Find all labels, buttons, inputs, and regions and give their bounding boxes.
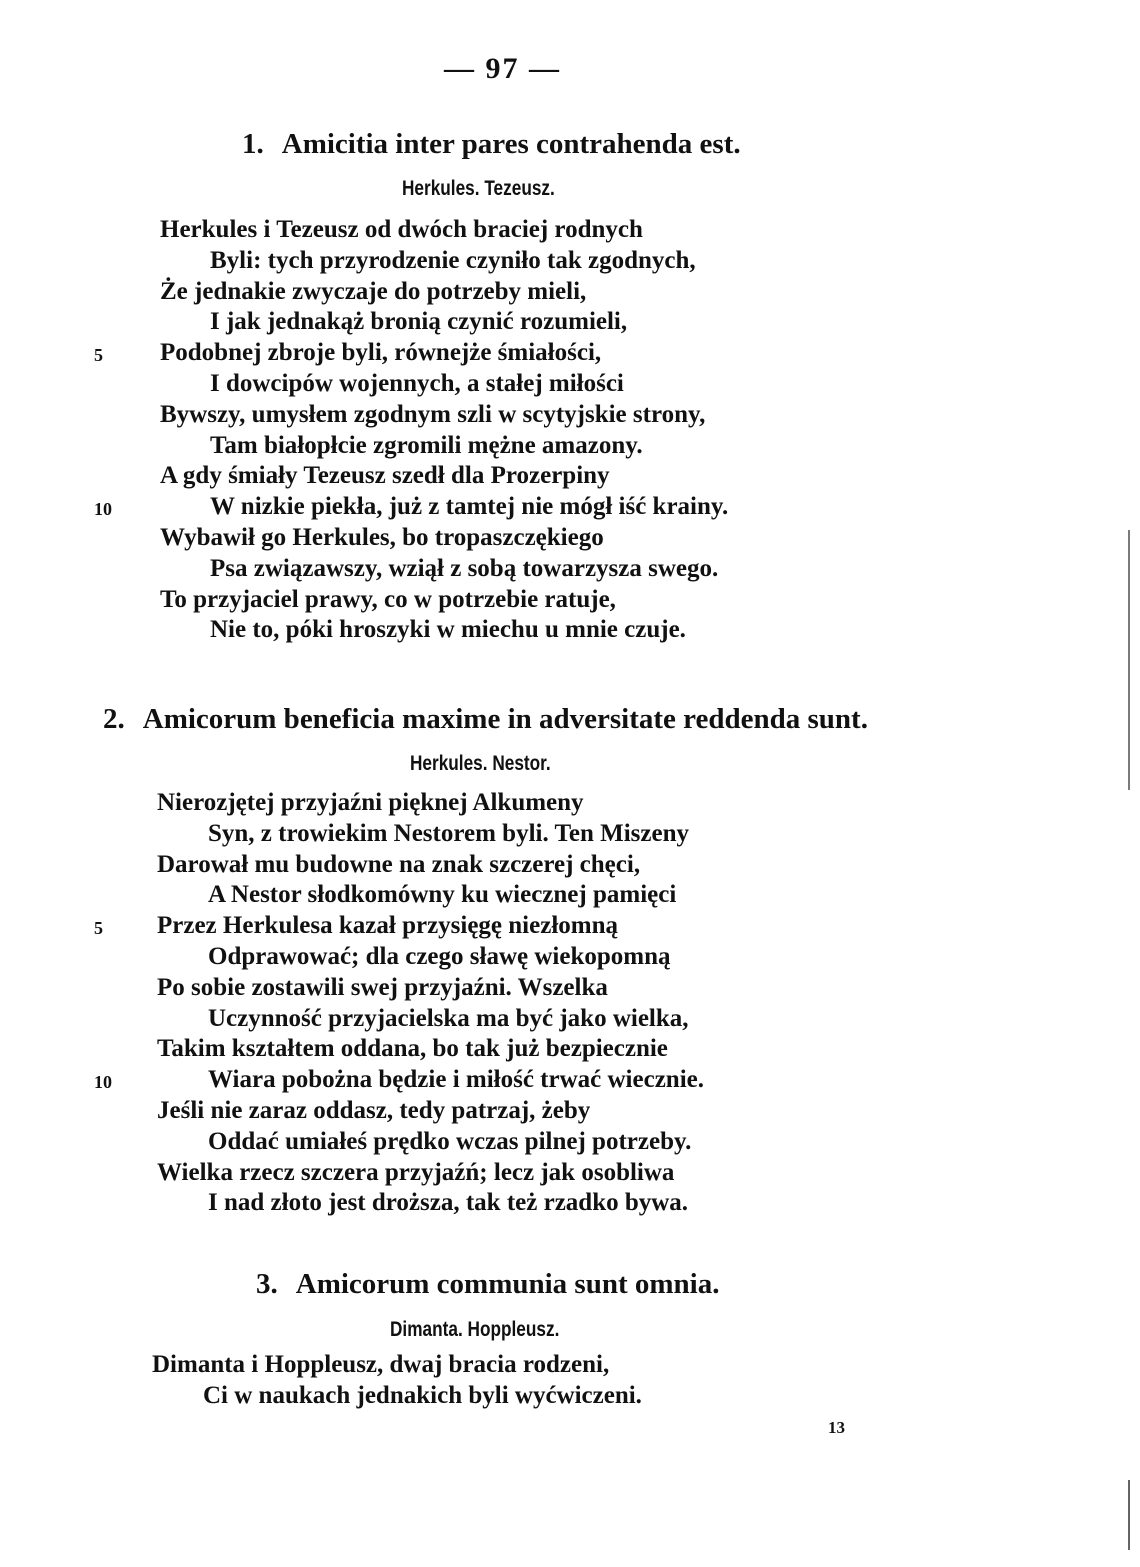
verse-line: Bywszy, umysłem zgodnym szli w scytyjskie strony, (160, 400, 706, 428)
verse-line: Wiara pobożna będzie i miłość trwać wiecznie. (208, 1066, 704, 1094)
verse-line: Herkules i Tezeusz od dwóch braciej rodnych (160, 216, 643, 243)
section-3-number: 3. (256, 1268, 278, 1300)
verse-line: I nad złoto jest droższa, tak też rzadko bywa. (208, 1189, 689, 1217)
verse-line: Podobnej zbroje byli, równejże śmiałości, (160, 339, 602, 367)
verse-line: To przyjaciel prawy, co w potrzebie ratuje, (160, 585, 616, 613)
section-3-title-text: Amicorum communia sunt omnia. (295, 1268, 720, 1300)
line-number: 5 (94, 918, 103, 939)
verse-line: Dimanta i Hoppleusz, dwaj bracia rodzeni, (152, 1351, 610, 1378)
verse-line: Ci w naukach jednakich byli wyćwiczeni. (203, 1382, 642, 1409)
verse-line: Wielka rzecz szczera przyjaźń; lecz jak osobliwa (157, 1158, 675, 1186)
section-1-number: 1. (242, 128, 264, 160)
verse-line: A Nestor słodkomówny ku wiecznej pamięci (208, 881, 677, 909)
section-3-title (256, 1268, 719, 1301)
verse-line: Wybawił go Herkules, bo tropaszczękiego (160, 524, 604, 551)
scan-edge-mark (1128, 1480, 1130, 1550)
verse-line: I jak jednakąż bronią czynić rozumieli, (210, 308, 628, 336)
verse-line: Przez Herkulesa kazał przysięgę niezłomną (157, 912, 618, 940)
verse-line: Darował mu budowne na znak szczerej chęci, (157, 850, 641, 878)
verse-line: Odprawować; dla czego sławę wiekopomną (208, 943, 671, 970)
verse-line: Jeśli nie zaraz oddasz, tedy patrzaj, żeby (157, 1097, 591, 1124)
verse-line: A gdy śmiały Tezeusz szedł dla Prozerpiny (160, 462, 610, 490)
section-1-title (242, 128, 741, 161)
verse-line: Nierozjętej przyjaźni pięknej Alkumeny (157, 789, 584, 816)
line-number: 10 (94, 499, 112, 520)
verse-line: W nizkie piekła, już z tamtej nie mógł iść krainy. (210, 493, 729, 521)
section-3-speakers: Dimanta. Hoppleusz. (390, 1318, 560, 1341)
verse-line: I dowcipów wojennych, a stałej miłości (210, 370, 624, 397)
verse-line: Nie to, póki hroszyki w miechu u mnie czuje. (210, 616, 686, 644)
verse-line: Psa związawszy, wziął z sobą towarzysza swego. (210, 554, 719, 582)
verse-line: Takim kształtem oddana, bo tak już bezpiecznie (157, 1035, 668, 1063)
section-1-speakers: Herkules. Tezeusz. (402, 177, 555, 200)
verse-line: Po sobie zostawili swej przyjaźni. Wszelka (157, 973, 608, 1001)
verse-line: Syn, z trowiekim Nestorem byli. Ten Miszeny (208, 819, 690, 847)
section-1-title-text: Amicitia inter pares contrahenda est. (281, 128, 741, 160)
section-2-number: 2. (103, 703, 125, 735)
section-2-title-text: Amicorum beneficia maxime in adversitate reddenda sunt. (142, 703, 868, 735)
line-number: 10 (94, 1072, 112, 1093)
verse-line: Oddać umiałeś prędko wczas pilnej potrzeby. (208, 1127, 692, 1155)
line-number: 5 (94, 345, 103, 366)
verse-line: Tam białopłcie zgromili mężne amazony. (210, 431, 643, 459)
verse-line: Że jednakie zwyczaje do potrzeby mieli, (160, 277, 587, 305)
verse-line: Uczynność przyjacielska ma być jako wielka, (208, 1004, 689, 1032)
section-2-speakers: Herkules. Nestor. (410, 752, 551, 775)
signature-mark: 13 (828, 1418, 845, 1437)
section-2-title (103, 703, 868, 736)
verse-line: Byli: tych przyrodzenie czyniło tak zgodnych, (210, 246, 696, 274)
scan-edge-mark (1128, 530, 1130, 790)
page-number: — 97 — (444, 52, 561, 85)
